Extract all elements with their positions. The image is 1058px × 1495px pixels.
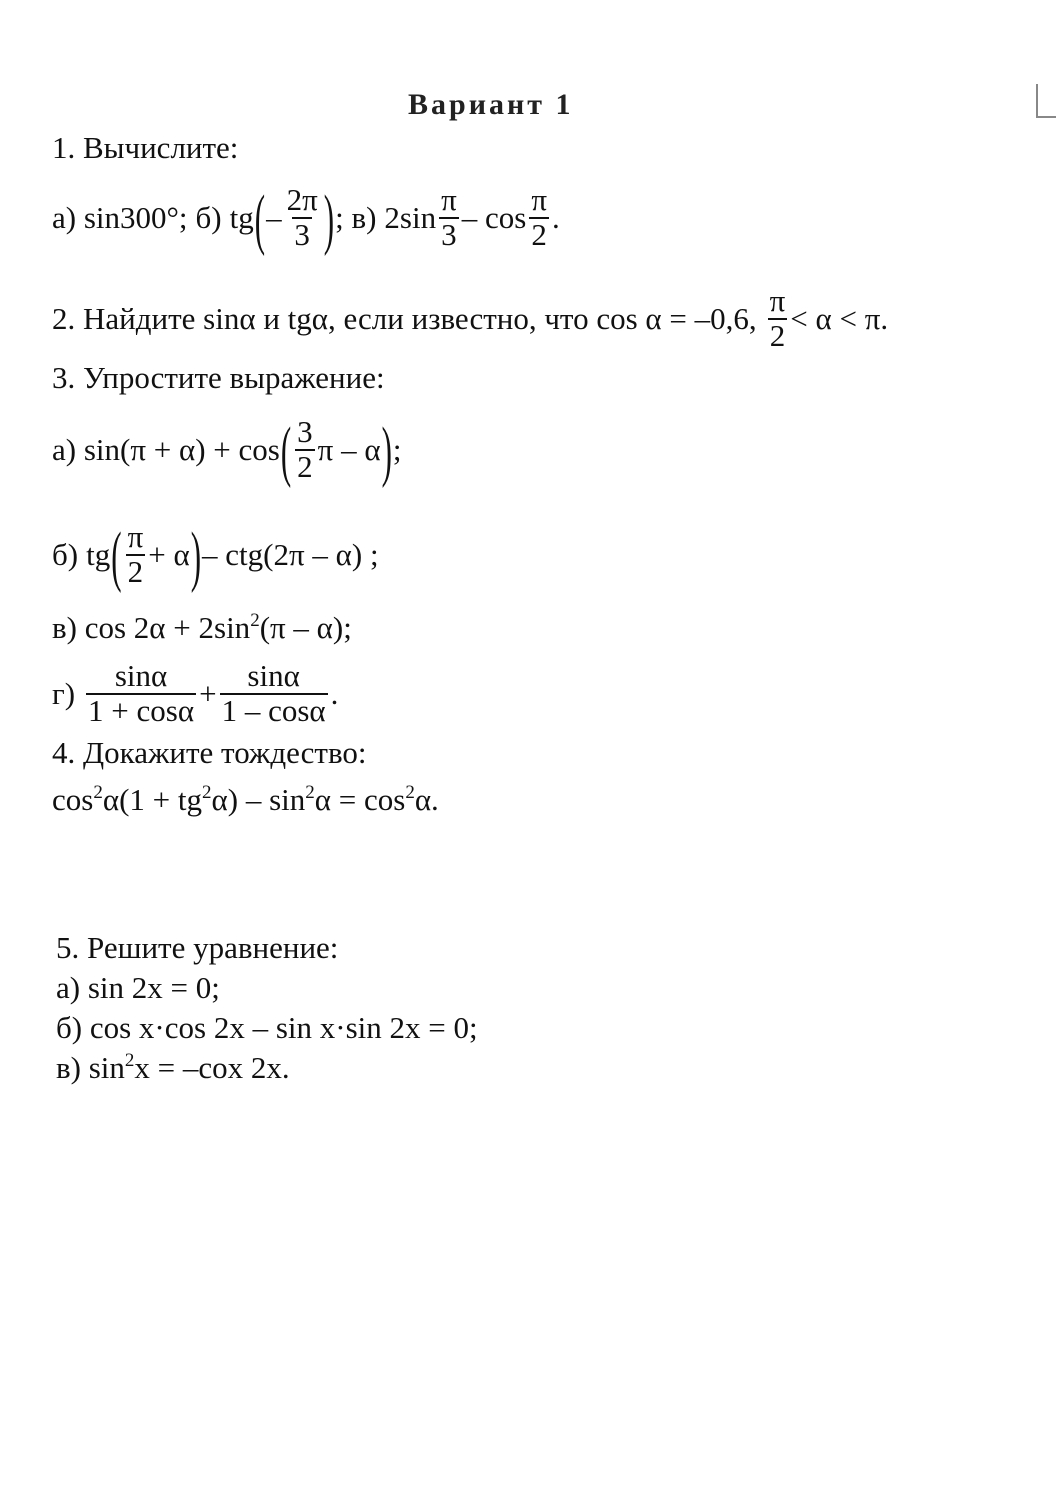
task1-b-minus: – (266, 200, 282, 235)
task5-a: а) sin 2x = 0; (56, 970, 220, 1005)
task1-c-end: . (551, 200, 560, 235)
task2-line (52, 284, 888, 354)
identity-part: α) – sin (211, 782, 306, 817)
task4-identity (52, 782, 439, 818)
task5-b: б) cos x·cos 2x – sin x·sin 2x = 0; (56, 1010, 478, 1045)
task1-c-fraction1 (439, 184, 459, 251)
task3-v (52, 610, 352, 646)
fraction-numerator: sinα (247, 658, 300, 694)
task3-b (52, 515, 379, 595)
task1-heading: 1. Вычислите: (52, 130, 239, 165)
task3-g-end: . (330, 676, 339, 711)
task3-v-lead: в) cos 2α + 2sin (52, 610, 251, 645)
fraction-denominator: 2 (297, 449, 313, 484)
task3-g-fraction1 (86, 660, 196, 727)
task3-heading: 3. Упростите выражение: (52, 360, 385, 395)
fraction-numerator: π (127, 519, 144, 555)
left-paren-icon: ( (280, 411, 292, 489)
task3-a-lead: а) sin(π + α) + cos (52, 432, 280, 467)
task1-b-label: б) (195, 200, 222, 235)
right-paren-icon: ) (381, 411, 392, 489)
task1-c-mid: – cos (461, 200, 527, 235)
task2-text: 2. Найдите sinα и tgα, если известно, что cos α = –0,6, (52, 301, 757, 336)
task3-g (52, 656, 338, 732)
identity-part: α. (414, 782, 439, 817)
task3-b-label: б) (52, 537, 79, 572)
fraction-denominator: 3 (441, 217, 457, 252)
right-paren-icon: ) (323, 179, 335, 257)
superscript: 2 (202, 782, 212, 803)
task3-g-label: г) (52, 676, 76, 711)
right-paren-icon: ) (190, 516, 202, 594)
task3-a (52, 410, 402, 490)
fraction-numerator: π (531, 182, 547, 218)
task1-c-lead: 2sin (384, 200, 437, 235)
task5-v-lead: в) sin (56, 1050, 125, 1085)
task1-expressions (52, 178, 560, 258)
identity-part: α = cos (314, 782, 406, 817)
task3-v-tail: (π – α); (259, 610, 352, 645)
page-corner-mark (1036, 84, 1056, 118)
page-title-cut: Вариант 1 (408, 88, 574, 121)
fraction-numerator: π (441, 182, 457, 218)
task1-b-end: ; в) (335, 200, 377, 235)
fraction-denominator: 1 + cosα (88, 693, 195, 728)
fraction-numerator: sinα (114, 658, 168, 694)
task3-g-plus: + (199, 676, 217, 711)
task3-b-fraction (126, 521, 146, 588)
task2-tail: < α < π. (790, 301, 889, 336)
fraction-numerator: π (769, 283, 786, 319)
fraction-denominator: 2 (531, 217, 547, 252)
fraction-denominator: 2 (127, 554, 144, 589)
fraction-denominator: 3 (294, 217, 310, 252)
task5-v-tail: x = –cox 2x. (134, 1050, 290, 1085)
superscript: 2 (124, 1050, 135, 1071)
task1-a: а) sin300°; (52, 200, 188, 235)
task3-a-tail: π – α (317, 432, 381, 467)
task3-a-end: ; (392, 432, 402, 467)
fraction-numerator: 3 (297, 414, 313, 450)
task3-b-tail: – ctg(2π – α) ; (202, 537, 379, 572)
task5-v (56, 1050, 290, 1086)
task4-heading: 4. Докажите тождество: (52, 735, 367, 770)
task3-g-fraction2 (220, 660, 328, 727)
task3-b-inner: + α (148, 537, 190, 572)
superscript: 2 (93, 782, 103, 803)
task3-a-fraction (295, 416, 315, 483)
fraction-denominator: 2 (769, 318, 786, 353)
task2-fraction (768, 285, 788, 352)
superscript: 2 (305, 782, 315, 803)
fraction-numerator: 2π (286, 182, 318, 218)
fraction-denominator: 1 – cosα (221, 693, 326, 728)
task1-b-fn: tg (229, 200, 254, 235)
left-paren-icon: ( (111, 516, 122, 594)
superscript: 2 (250, 610, 260, 631)
superscript: 2 (405, 782, 415, 803)
task3-b-fn: tg (86, 537, 111, 572)
task1-c-fraction2 (529, 184, 549, 251)
task5-heading: 5. Решите уравнение: (56, 930, 339, 965)
left-paren-icon: ( (254, 179, 266, 257)
identity-part: α(1 + tg (102, 782, 202, 817)
task1-b-fraction (285, 184, 320, 251)
identity-part: cos (52, 782, 94, 817)
